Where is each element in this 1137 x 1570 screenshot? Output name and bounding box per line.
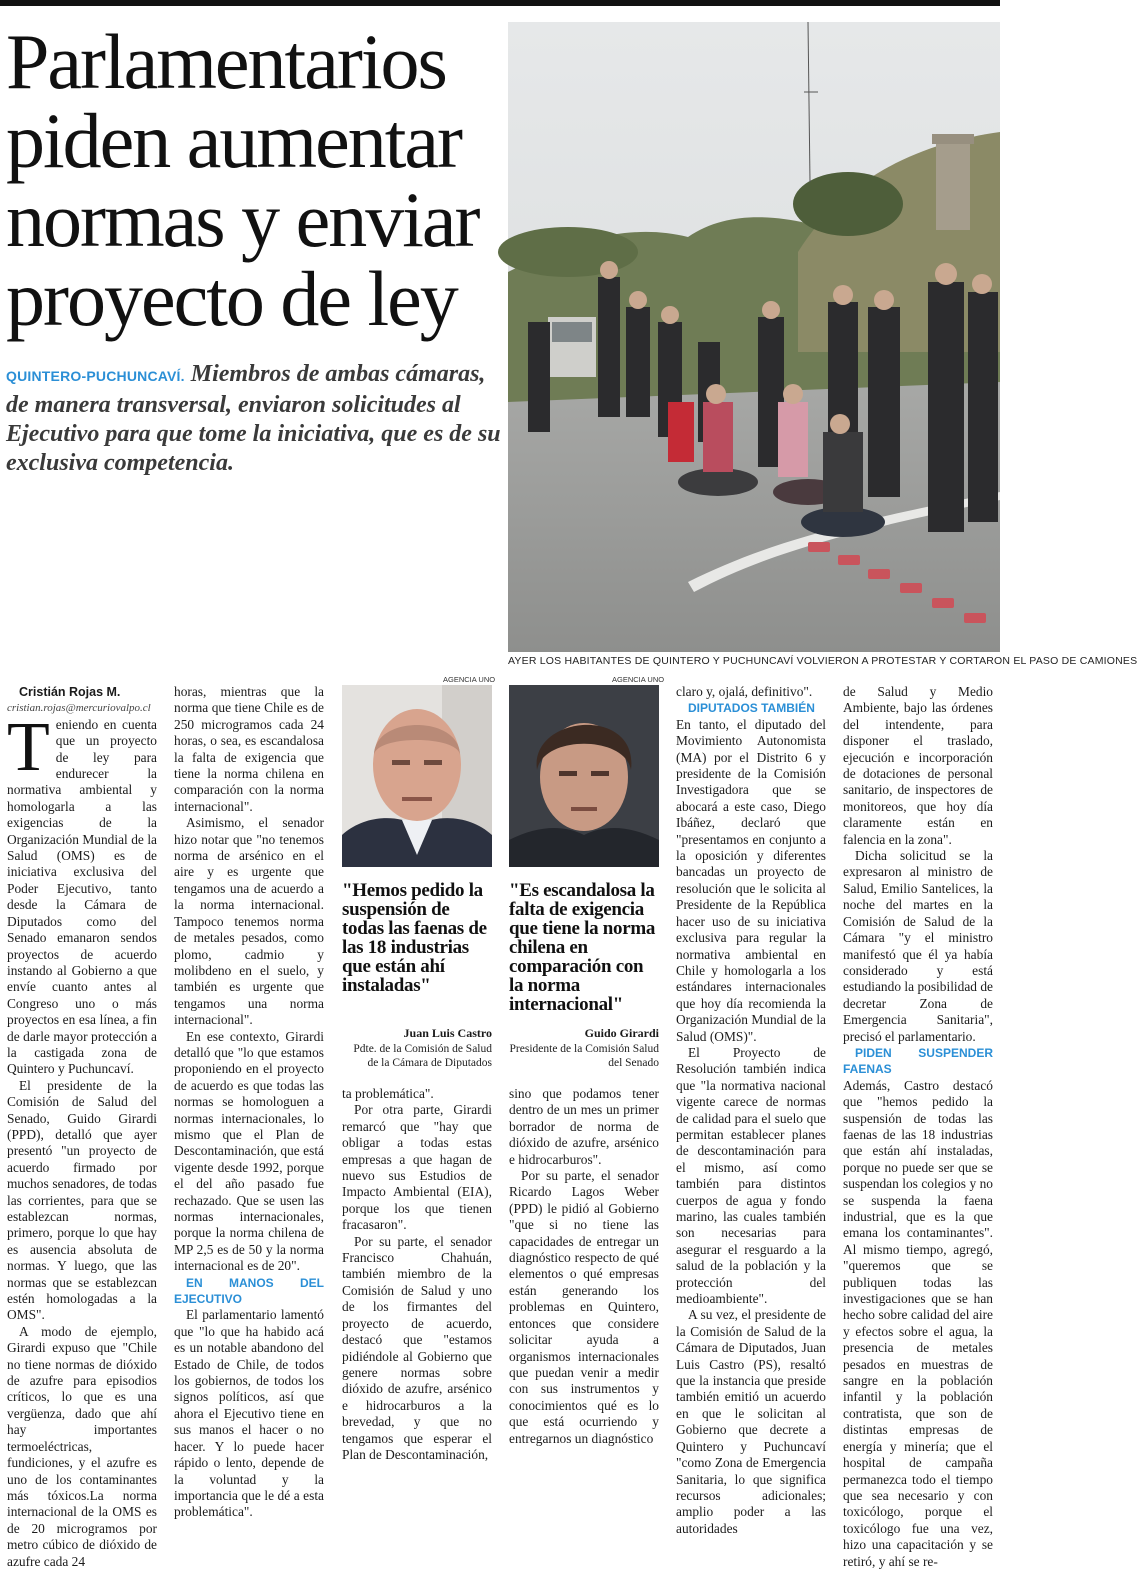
col6-paragraph-2: Dicha solicitud se la expresaron al ministro de Salud, Emilio Santelices, la noche del martes en la Comisión de Salud de la Cámara "y el ministro manifestó que él ya había considerado y está estudiando la posibilidad de decretar Zona de Emergencia Sanitaria", precisó el parlamentario. (843, 848, 993, 1044)
castro-quote-role: Pdte. de la Comisión de Salud de la Cámara de Diputados (353, 1043, 492, 1069)
castro-quote-name: Juan Luis Castro (403, 1026, 492, 1040)
col1-paragraph-3: A modo de ejemplo, Girardi expuso que "Chile no tiene normas de dióxido de azufre para episodios críticos, lo que es una vergüenza, dado que ahí hay importantes termoeléctricas, fundiciones, y el azufre es uno de los contaminantes más tóxicos.La norma internacional de la OMS es de 20 microgramos por metro cúbico de dióxido de azufre cada 24 (7, 1323, 157, 1569)
col3-paragraph-3: Por su parte, el senador Francisco Chahuán, también miembro de la Comisión de Salud y uno de los firmantes del proyecto de acuerdo, destacó que "estamos pidiéndole al Gobierno que genere normas sobre dióxido de azufre, arsénico e hidrocarburos a la brevedad, y que no tengamos que esperar el Plan de Descontaminación, (342, 1233, 492, 1462)
col6-subhead: PIDEN SUSPENDER FAENAS (843, 1045, 993, 1077)
headline-line-2: piden aumentar (6, 97, 461, 184)
col6-paragraph-1: de Salud y Medio Ambiente, bajo las órdenes del intendente, para disponer el traslado, ejecución e incorporación de dotaciones de personal sanitario, de inspectores de monitoreos, que hoy día claramente están en falencia en la zona". (843, 684, 993, 847)
col5-paragraph-1: claro y, ojalá, definitivo". (676, 684, 813, 699)
castro-quote: "Hemos pedido la suspensión de todas las faenas de las 18 industrias que están ahí instaladas" (342, 880, 487, 996)
lead-kicker: QUINTERO-PUCHUNCAVÍ. (6, 368, 185, 384)
article-column-6 (843, 684, 993, 1570)
article-column-5 (676, 684, 826, 1537)
byline-name: Cristián Rojas M. (19, 685, 121, 699)
girardi-quote-name: Guido Girardi (584, 1026, 659, 1040)
col5-paragraph-2: En tanto, el diputado del Movimiento Autonomista (MA) por el Distrito 6 y presidente de la Comisión Investigadora que se abocará a este caso, Diego Ibáñez, declaró que "presentamos en conjunto a la oposición y diferentes bancadas un proyecto de resolución que le solicita al Presidente de la República hacer uso de su iniciativa exclusiva para regular la normativa ambiental en Chile y homologarla a los estándares internacionales que hoy día recomienda la Organización Mundial de la Salud (OMS)". (676, 716, 826, 1044)
article-column-1 (7, 684, 157, 1570)
castro-portrait (342, 685, 492, 867)
girardi-quote-role: Presidente de la Comisión Salud del Senado (509, 1043, 659, 1069)
headline-line-3: normas y enviar (6, 176, 479, 263)
col6-paragraph-3: Además, Castro destacó que "hemos pedido la suspensión de todas las faenas de las 18 industrias que están ahí instaladas, porque no puede ser que se suspendan los colegios y no se suspenda la faena industrial, que es la que emana los contaminantes". Al mismo tiempo, agregó, "queremos que se publiquen todas las investigaciones que se han hecho sobre calidad del aire y efectos sobre el agua, la presencia de metales pesados en muestras de sangre en la población infantil y la población contratista, que son de distintas empresas de energía y minería; que el hospital de campaña permanezca todo el tiempo que sea necesario y con toxicólogo, porque el toxicólogo fue una vez, hizo una capacitación y se retiró, y ahí se re- (843, 1077, 993, 1569)
top-rule (0, 0, 1000, 6)
col2-paragraph-1: horas, mientras que la norma que tiene Chile es de 250 microgramos cada 24 horas, o sea, es escandalosa la falta de exigencia que tiene la norma chilena en comparación con la norma internacional". (174, 684, 324, 814)
col5-paragraph-3: El Proyecto de Resolución también indica que "la normativa nacional vigente carece de normas de calidad para el suelo que permitan establecer planes de descontaminación para el mismo, así como también para distintos cuerpos de agua y fondo marino, las cuales también son necesarias para asegurar el resguardo a la salud de la población y la protección del medioambiente". (676, 1044, 826, 1307)
photo-caption: AYER LOS HABITANTES DE QUINTERO Y PUCHUNCAVÍ VOLVIERON A PROTESTAR Y CORTARON EL PASO DE CAMIONES (508, 655, 1137, 667)
byline-email: cristian.rojas@mercuriovalpo.cl (7, 702, 151, 715)
photo-credit-girardi: AGENCIA UNO (612, 675, 665, 684)
headline-line-4: proyecto de ley (6, 255, 457, 342)
headline-line-1: Parlamentarios (6, 18, 446, 105)
col5-subhead: DIPUTADOS TAMBIÉN (688, 701, 815, 716)
col1-paragraph-1-text: eniendo en cuenta que un proyecto de ley para endurecer la normativa ambiental y homologarla a las exigencias de la Organización Mundial de la Salud (OMS) es de iniciativa exclusiva del Poder Ejecutivo, tanto desde la Cámara de Diputados como del Senado emanaron sendos proyectos de acuerdo instando al Gobierno a que envíe cuanto antes al Congreso uno o más proyectos en esa línea, a fin de darle mayor protección a la castigada zona de Quintero y Puchuncaví. (7, 716, 157, 1077)
protest-photo (508, 22, 1000, 652)
photo-credit-castro: AGENCIA UNO (443, 675, 496, 684)
col2-subhead: EN MANOS DEL EJECUTIVO (174, 1275, 324, 1307)
col4-paragraph-2: Por su parte, el senador Ricardo Lagos Weber (PPD) le pidió al Gobierno "que si no tiene las capacidades de entregar un diagnóstico respecto de qué elementos o qué empresas están generando los problemas en Quintero, entonces que considere solicitar ayuda a organismos internacionales que puedan venir a medir con sus instrumentos y conocimientos qué es lo que está ocurriendo y entregarnos un diagnóstico (509, 1168, 659, 1446)
lead-paragraph (6, 360, 502, 478)
headline (6, 18, 506, 342)
col2-paragraph-4: El parlamentario lamentó que "lo que ha habido acá es un notable abandono del Estado de Chile, de todos los gobiernos, de todos los signos políticos, así que ahora el Ejecutivo tiene en sus manos el hacer o no hacer. Y lo puede hacer rápido o lento, depende de la voluntad y la importancia que le dé a esta problemática". (174, 1307, 324, 1520)
article-column-3 (342, 1086, 492, 1463)
col2-paragraph-3: En ese contexto, Girardi detalló que "lo que estamos proponiendo en el proyecto de acuerdo es que todas las normas se homologuen a normas internacionales, lo mismo que el Plan de Descontaminación, que está vigente desde 1992, porque el del año pasado fue rechazado. Que se usen las normas internacionales, porque la norma chilena de MP 2,5 es de 50 y la norma internacional es de 20". (174, 1028, 324, 1274)
col5-paragraph-4: A su vez, el presidente de la Comisión de Salud de la Cámara de Diputados, Juan Luis Castro (PS), resaltó que la instancia que preside también emitió un acuerdo en que le solicitan al Gobierno que decrete a Quintero y Puchuncaví "como Zona de Emergencia Sanitaria, lo que significa recursos adicionales; amplio poder a las autoridades (676, 1307, 826, 1536)
article-column-4 (509, 1086, 659, 1447)
article-column-2 (174, 684, 324, 1521)
col4-paragraph-1: sino que podamos tener dentro de un mes un primer borrador de norma de dióxido de azufre, arsénico e hidrocarburos". (509, 1086, 659, 1167)
girardi-quote: "Es escandalosa la falta de exigencia que tiene la norma chilena en comparación con la norma internacional" (509, 880, 656, 1015)
col1-paragraph-2: El presidente de la Comisión de Salud del Senado, Guido Girardi (PPD), detalló que ayer presentó "un proyecto de acuerdo firmado por muchos senadores, de todas las corrientes, para que se establezcan normas, primero, porque lo que hay es ausencia absoluta de normas. Y luego, que las normas que se establezcan estén homologadas a la OMS". (7, 1077, 157, 1323)
girardi-portrait (509, 685, 659, 867)
drop-cap: T (7, 708, 50, 786)
col2-paragraph-2: Asimismo, el senador hizo notar que "no tenemos norma de arsénico en el aire y es urgente que tengamos una de acuerdo a la norma internacional. Tampoco tenemos norma de metales pesados, como plomo, cadmio y molibdeno en el suelo, y también es urgente que tengamos una norma internacional". (174, 815, 324, 1028)
col3-paragraph-1: ta problemática". (342, 1086, 434, 1101)
lead-text: Miembros de ambas cámaras, de manera transversal, enviaron solicitudes al Ejecutivo para que tome la iniciativa, que es de su exclusiva competencia. (6, 361, 501, 476)
col3-paragraph-2: Por otra parte, Girardi remarcó que "hay que obligar a todas estas empresas a que hagan de nuevo sus Estudios de Impacto Ambiental (EIA), porque los que tienen fracasaron". (342, 1102, 492, 1233)
